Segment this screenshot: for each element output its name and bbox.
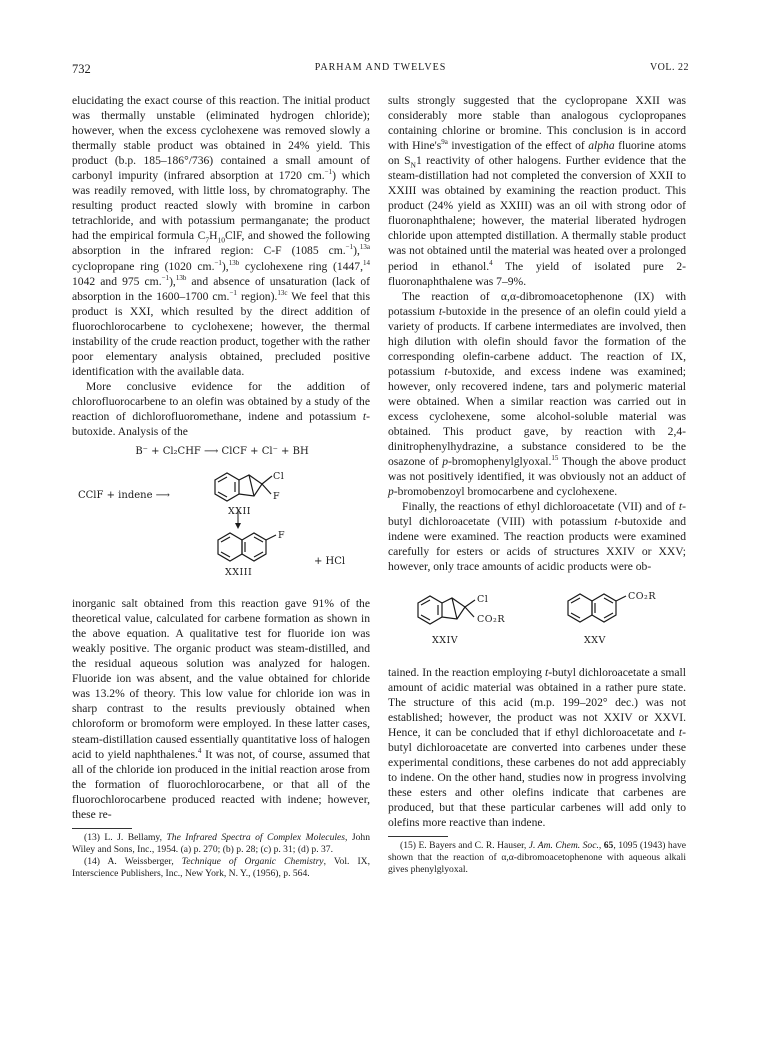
label-xxiv: XXIV bbox=[432, 634, 459, 646]
f-atom: F bbox=[278, 530, 286, 542]
footnote-15: (15) E. Bayers and C. R. Hauser, J. Am. Chem. Soc., 65, 1095 (1943) have shown that the reaction of α,α-dibromoacetophenone with aqueous alkali gives phenylglyoxal. bbox=[388, 840, 687, 876]
footnote-13: (13) L. J. Bellamy, The Infrared Spectra of Complex Molecules, John Wiley and Sons, Inc., 1954. (a) p. 270; (b) p. 28; (c) p. 31; (d) p. 37. bbox=[72, 831, 371, 855]
label-xxiii: XXIII bbox=[225, 567, 253, 579]
paragraph: The reaction of α,α-dibromoacetophenone (IX) with potassium t-butoxide in the presence of an olefin could yield a variety of products. If carbene intermediates are involved, then high dilution with olefin should favor the formation of the corresponding olefin-carbene adduct. The reaction of IX, potassium t-butoxide, and excess indene was examined; however, only recovered indene, tars and polymeric material were obtained. When a similar reaction was carried out in excess cyclohexene, some alcohol-soluble material was obtained. This product gave, by reaction with 2,4-dinitrophenylhydrazine, a substance considered to be the osazone of p-bromophenylglyoxal.$^{15}$ Though the above product was not positively identified, it was obviously not an adduct of p-bromobenzoyl bromocarbene and cyclohexene. bbox=[388, 289, 687, 499]
running-title: PARHAM AND TWELVES bbox=[314, 62, 447, 73]
hcl-product: + HCl bbox=[314, 556, 346, 568]
f-atom: F bbox=[273, 491, 281, 503]
xxv-structure bbox=[568, 594, 626, 622]
structure-drawings bbox=[72, 444, 370, 592]
footnote-14: (14) A. Weissberger, Technique of Organic Chemistry, Vol. IX, Interscience Publishers, Inc., New York, N. Y., (1956), p. 564. bbox=[72, 856, 370, 880]
footnote-rule bbox=[72, 828, 132, 829]
volume-label: VOL. 22 bbox=[649, 62, 689, 73]
running-header bbox=[72, 62, 689, 78]
co2r-group: CO₂R bbox=[477, 613, 506, 625]
paragraph: Finally, the reactions of ethyl dichloroacetate (VII) and of t-butyl dichloroacetate (VIII) with potassium t-butoxide and indene were examined. The reaction products were examined carefully for esters or acids of structures XXIV or XXV; however, only trace amounts of acidic products were ob- bbox=[388, 500, 686, 574]
xxiii-structure bbox=[218, 533, 276, 561]
reactant-text: CClF + indene ⟶ bbox=[78, 490, 171, 502]
xxii-structure bbox=[215, 473, 272, 501]
footnote-rule bbox=[388, 836, 448, 837]
structures-xxiv-xxv bbox=[388, 579, 686, 661]
paragraph: elucidating the exact course of this reaction. The initial product was thermally unstable (eliminated hydrogen chloride); however, when the excess cyclohexene was removed slowly a thermally stable product was obtained in 24% yield. This product (b.p. 185–186°/736) contained a small amount of carbonyl impurity (infrared absorption at 1720 cm.$^{-1}$) which was readily removed, with little loss, by chromatography. The resulting product reacted slowly with bromine in carbon tetrachloride, and with potassium permanganate; the product had the empirical formula $C_7H_{10}ClF$, and showed the following absorption in the infrared region: C-F (1085 cm.$^{-1}$),$^{13a}$ cyclopropane ring (1020 cm.$^{-1}$),$^{13b}$ cyclohexene ring (1447,14 1042 and 975 cm.$^{-1}$),$^{13b}$ and absence of unsaturation (lack of absorption in the 1600–1700 cm.$^{-1}$ region).$^{13c}$ We feel that this product is XXI, which resulted by the direct addition of fluorochlorocarbene to cyclohexene; however, the thermal instability of the crude reaction product, together with the rather poor elementary analysis obtained, precluded positive identification with the available data. bbox=[72, 94, 370, 378]
paragraph: tained. In the reaction employing t-butyl dichloroacetate a small amount of acidic material was obtained in a rather pure state. The structure of this acid (m.p. 199–202° dec.) was not established; however, the product was not XXIV or XXVI. Hence, it can be concluded that if ethyl dichloroacetate and t-butyl dichloroacetate are converted into carbenes under these experimental conditions, these carbenes do not add appreciably to indene. On the other hand, studies now in progress involving these esters and other olefins indicate that carbenes are produced, but that these particular carbenes will add only to olefins more reactive than indene. bbox=[388, 665, 686, 829]
co2r-group: CO₂R bbox=[628, 590, 657, 602]
label-xxii: XXII bbox=[228, 506, 252, 518]
left-column bbox=[72, 93, 370, 881]
paragraph: sults strongly suggested that the cyclopropane XXII was considerably more stable than analogous cyclopropanes containing chlorine or bromine. This conclusion is in accord with $Hine's^{9a}$ investigation of the effect of alpha fluorine atoms on $S_N1$ reactivity of other halogens. Further evidence that the steam-distillation had not completed the conversion of XXII to XXIII was obtained by examining the reaction product. This product (24% yield as XXIII) was an oil with strong odor of fluoronaphthalene; however, the material liberated hydrogen chloride upon attempted distillation. A thermally stable product was not obtained until the material was heated over a prolonged period in ethanol.$^4$ The yield of isolated pure 2-fluoronaphthalene was 7–9%. bbox=[388, 94, 686, 288]
carbene-equation: B⁻ + Cl₂CHF ⟶ ClCF + Cl⁻ + BH bbox=[135, 446, 309, 458]
paragraph: inorganic salt obtained from this reaction gave 91% of the theoretical value, calculated for carbene formation as shown in the above equation. A qualitative test for fluoride ion was weakly positive. The organic product was steam-distilled, and the residual aqueous solution was analyzed for halogen. Fluoride ion was absent, and the value obtained for chloride was 13.2% of theory. This low value for chloride ion was in sharp contrast to the results previously obtained when chloroform or bromoform were employed. In these latter cases, steam-distillation caused essentially quantitative loss of halogen acid to yield naphthalenes.$^4$ It was not, of course, assumed that all of the chloride ion produced in the initial reaction arose from the formation of fluorochlorocarbene, or that all of the fluorochlorocarbene produced reacted with indene; however, these re- bbox=[72, 597, 370, 821]
cl-atom: Cl bbox=[477, 593, 489, 605]
paragraph: More conclusive evidence for the addition of chlorofluorocarbene to an olefin was obtained by a study of the reaction of dichlorofluoromethane, indene and potassium t-butoxide. Analysis of the bbox=[72, 379, 370, 439]
page-number: 732 bbox=[72, 62, 91, 76]
label-xxv: XXV bbox=[584, 634, 606, 646]
cl-atom: Cl bbox=[273, 471, 285, 483]
reaction-scheme-1 bbox=[72, 444, 370, 592]
xxiv-structure bbox=[418, 596, 475, 624]
right-column bbox=[388, 93, 686, 877]
